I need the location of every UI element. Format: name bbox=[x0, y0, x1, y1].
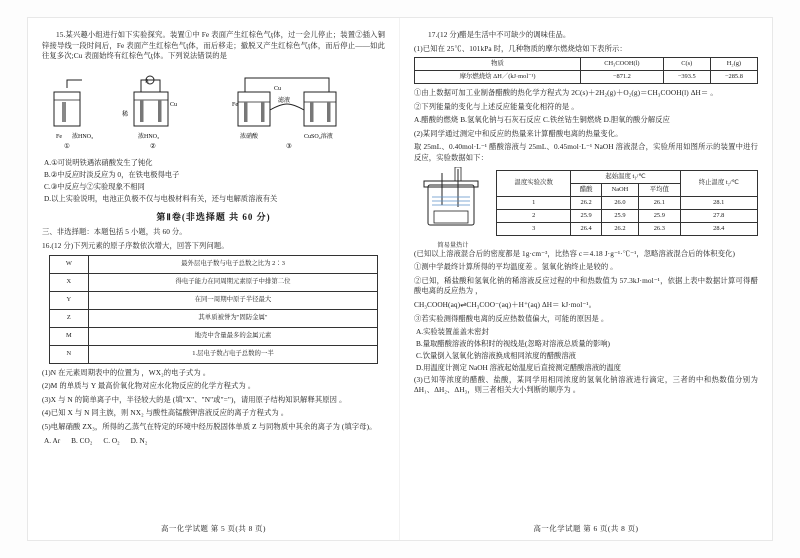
q17-item2-3: ②已知，稀盐酸和氢氧化钠的稀溶液反应过程的中和热数值为 57.3kJ·mol⁻¹，依据上表中数据计算可得醋酸电离的反应热为 ， bbox=[414, 275, 758, 296]
paper-sheet bbox=[28, 18, 772, 540]
svg-text:①: ① bbox=[64, 142, 70, 150]
cell-value: 26.3 bbox=[639, 222, 680, 235]
table-row bbox=[49, 345, 377, 363]
q16-stem: 16.(12 分)下列元素的原子序数依次增大，回答下列问题。 bbox=[42, 241, 229, 251]
cell-symbol: X bbox=[49, 273, 88, 291]
q17-option-c: C.饮量倒入氢氧化钠溶液换成相同浓度的醋酸溶液 bbox=[416, 350, 576, 360]
table-header-row bbox=[497, 170, 758, 183]
q17-item1-3: A.醋酸的燃烧 B.氢氧化钠与石灰石反应 C.铁丝钴生铜燃烧 D.胆氧的酸分解反应 bbox=[414, 115, 671, 125]
table-row bbox=[497, 196, 758, 209]
q17-item2-2: ①测中学最终计算所得的平均温度差 。氢氧化钠终止是较的 。 bbox=[414, 262, 618, 272]
cell-desc: 1.层电子数占电子总数的一半 bbox=[88, 345, 377, 363]
q17-item1-4: (2)某同学通过测定中和反应的热量来计算醋酸电离的热量变化。 bbox=[414, 128, 623, 138]
row-label-enthalpy: 摩尔燃烧焓 ΔH／(kJ·mol⁻¹) bbox=[415, 71, 581, 84]
svg-text:Cu: Cu bbox=[274, 85, 282, 92]
table-row bbox=[497, 209, 758, 222]
svg-text:②: ② bbox=[150, 142, 156, 150]
left-column bbox=[28, 18, 400, 540]
section3-heading: 三、非选择题：本题包括 5 小题，共 60 分。 bbox=[42, 227, 187, 237]
q17-data-table bbox=[496, 170, 758, 236]
q16-item-3: (3)X 与 N 的简单离子中，半径较大的是 (填"X"、"N"或"=")，请用原子结构知识解释其原因 。 bbox=[42, 394, 347, 404]
cell-value: 25.9 bbox=[571, 209, 602, 222]
svg-text:Fe: Fe bbox=[232, 101, 238, 108]
svg-text:稀: 稀 bbox=[122, 111, 129, 118]
table-row bbox=[49, 273, 377, 291]
svg-text:滤液: 滤液 bbox=[278, 97, 291, 104]
q16-answer-c: C. O₂ bbox=[103, 435, 120, 445]
svg-text:CuSO₄溶液: CuSO₄溶液 bbox=[304, 133, 333, 140]
table-row bbox=[415, 71, 758, 84]
table-row bbox=[497, 222, 758, 235]
th-final-temp: 终止温度 t₂/℃ bbox=[680, 170, 757, 196]
q17-option-b: B.量取醋酸溶液的体积时的视线是(忽略对溶液总质量的影响) bbox=[416, 339, 610, 349]
th-acetic-acid: 醋酸 bbox=[571, 183, 602, 196]
q15-option-b: B.②中反应时淡反应为 0，在铁电极得电子 bbox=[44, 169, 180, 179]
cell-value: 28.4 bbox=[680, 222, 757, 235]
q17-option-d: D.用温度计测定 NaOH 溶液起始温度后直接测定醋酸溶液的温度 bbox=[416, 362, 621, 372]
cell-value: 26.2 bbox=[601, 222, 638, 235]
cell-symbol: Y bbox=[49, 291, 88, 309]
table-row bbox=[49, 291, 377, 309]
q15-figure bbox=[42, 66, 385, 154]
svg-text:Fe: Fe bbox=[56, 133, 62, 140]
cell-value: 26.0 bbox=[601, 196, 638, 209]
q16-answer-a: A. Ar bbox=[44, 435, 61, 445]
cell-value: 26.2 bbox=[571, 196, 602, 209]
svg-text:浓HNO₃: 浓HNO₃ bbox=[72, 133, 94, 140]
svg-text:浓硝酸: 浓硝酸 bbox=[240, 133, 259, 140]
th-hydrogen: H₂(g) bbox=[710, 58, 757, 71]
th-acetic: CH₃COOH(l) bbox=[581, 58, 664, 71]
q15-option-c: C.③中反应与②实验现象不相同 bbox=[44, 181, 145, 191]
cell-value: 25.9 bbox=[639, 209, 680, 222]
cell-desc: 其单质被誉为"固防金属" bbox=[88, 309, 377, 327]
cell-desc: 地壳中含量最多的金属元素 bbox=[88, 327, 377, 345]
q16-item-4: (4)已知 X 与 N 同主族，则 NX₂ 与酸性高锰酸钾溶液反应的离子方程式为 。 bbox=[42, 408, 289, 418]
part2-title: 第Ⅱ卷(非选择题 共 60 分) bbox=[156, 212, 271, 223]
q16-item-2: (2)M 的单质与 Y 最高价氧化物对应水化物反应的化学方程式为 。 bbox=[42, 381, 256, 391]
q17-item2-5: ③若实验测得醋酸电离的反应热数值偏大，可能的原因是 。 bbox=[414, 313, 609, 323]
cell-value: −871.2 bbox=[581, 71, 664, 84]
svg-text:Cu: Cu bbox=[170, 101, 178, 108]
th-naoh: NaOH bbox=[601, 183, 638, 196]
q17-item2-4: CH₃COOH(aq)⇌CH₃COO⁻(aq)＋H⁺(aq) ΔH＝ kJ·mol⁻¹。 bbox=[414, 299, 596, 309]
q16-item-5: (5)电解硝酸 ZX₃，所得的乙蒸气在特定的环境中经历脱固体单质 Z 与同物质中其余的离子为 (填字母)。 bbox=[42, 421, 377, 431]
q17-enthalpy-table bbox=[414, 57, 758, 84]
q15-option-d: D.以上实验说明，电池正负极不仅与电极材料有关，还与电解质溶液有关 bbox=[44, 193, 278, 203]
svg-text:③: ③ bbox=[286, 142, 292, 150]
q15-option-a: A.①可说明铁遇浓硝酸发生了钝化 bbox=[44, 157, 153, 167]
table-row bbox=[49, 309, 377, 327]
cell-symbol: M bbox=[49, 327, 88, 345]
th-initial-temp: 起始温度 t₁/℃ bbox=[571, 170, 680, 183]
q16-answer-d: D. N₂ bbox=[130, 435, 148, 445]
cell-value: 26.1 bbox=[639, 196, 680, 209]
q17-stem: 17.(12 分)醋是生活中不可缺少的调味佳品。 bbox=[428, 30, 571, 39]
svg-text:A: A bbox=[145, 79, 149, 85]
calorimeter-caption: 简易量热计 bbox=[437, 241, 469, 249]
cell-desc: 得电子能力在同周期元素原子中排第二位 bbox=[88, 273, 377, 291]
cell-desc: 在同一周期中原子半径最大 bbox=[88, 291, 377, 309]
q17-item1-1: ①由上数据可加工业制备醋酸的热化学方程式为 2C(s)＋2H₂(g)＋O₂(g)＝CH₃COOH(l) ΔH＝ 。 bbox=[414, 88, 718, 98]
th-substance: 物质 bbox=[415, 58, 581, 71]
q16-answer-b: B. CO₂ bbox=[71, 435, 93, 445]
cell-symbol: Z bbox=[49, 309, 88, 327]
cell-symbol: N bbox=[49, 345, 88, 363]
q17-option-a: A.实验装置盖盖未密封 bbox=[416, 327, 489, 337]
two-column-layout bbox=[28, 18, 772, 540]
left-page-footer: 高一化学试题 第 5 页(共 8 页) bbox=[161, 524, 266, 533]
q15-stem: 15.某兴趣小组进行如下实验探究。装置①中 Fe 表面产生红棕色气ţ体，过一会儿停止；装置②插入铜锌接导线一段时间后，Fe 表面产生红棕色气ţ体，而后移走；撤脱又产生红棕色气ţ体，而后停止——如此往复多次;Cu 表面始终有红棕色气ţ体。下列说法错误的是 bbox=[42, 30, 385, 61]
cell-value: −285.8 bbox=[710, 71, 757, 84]
cell-value: 28.1 bbox=[680, 196, 757, 209]
cell-trial: 3 bbox=[497, 222, 571, 235]
q17-sub1: (1)已知在 25℃、101kPa 时，几种物质的摩尔燃烧焓如下表所示： bbox=[414, 43, 627, 53]
cell-trial: 2 bbox=[497, 209, 571, 222]
q17-item1-2: ②下列能量的变化与上述反应能量变化相符的是 。 bbox=[414, 101, 579, 111]
q16-element-table bbox=[49, 255, 378, 364]
cell-value: −393.5 bbox=[663, 71, 710, 84]
q17-experiment-block bbox=[414, 167, 758, 249]
right-column bbox=[400, 18, 772, 540]
q16-item-1: (1)N 在元素周期表中的位置为 ，WX₂的电子式为 。 bbox=[42, 367, 211, 377]
table-row bbox=[49, 327, 377, 345]
table-row bbox=[49, 255, 377, 273]
cell-value: 27.8 bbox=[680, 209, 757, 222]
th-average: 平均值 bbox=[639, 183, 680, 196]
cell-symbol: W bbox=[49, 255, 88, 273]
q17-item2-10: (3)已知等浓度的醋酸、盐酸，某同学用相同浓度的氢氧化钠溶液进行滴定，三者的中和热数值分别为 ΔH₁、ΔH₂、ΔH₃，则三者相关大小判断的顺序为 。 bbox=[414, 374, 758, 395]
th-trial: 温度实验次数 bbox=[497, 170, 571, 196]
q17-item1-5: 取 25mL、0.40mol·L⁻¹ 醋酸溶液与 25mL、0.45mol·L⁻¹ NaOH 溶液混合，实验所用如图所示的装置中进行反应，实验数据如下： bbox=[414, 142, 758, 163]
table-header-row bbox=[415, 58, 758, 71]
th-carbon: C(s) bbox=[663, 58, 710, 71]
cell-value: 26.4 bbox=[571, 222, 602, 235]
svg-text:浓HNO₃: 浓HNO₃ bbox=[138, 133, 160, 140]
cell-desc: 最外层电子数与电子总数之比为 2∶3 bbox=[88, 255, 377, 273]
q17-item2-1: (已知以上溶液混合后的密度都是 1g·cm⁻³，比热容 c＝4.18 J·g⁻¹·℃⁻¹，忽略溶液混合后的体积变化) bbox=[414, 248, 736, 258]
cell-value: 25.9 bbox=[601, 209, 638, 222]
right-page-footer: 高一化学试题 第 6 页(共 8 页) bbox=[533, 524, 639, 533]
cell-trial: 1 bbox=[497, 196, 571, 209]
q16-answer-row bbox=[42, 436, 385, 447]
calorimeter-figure bbox=[414, 167, 492, 249]
